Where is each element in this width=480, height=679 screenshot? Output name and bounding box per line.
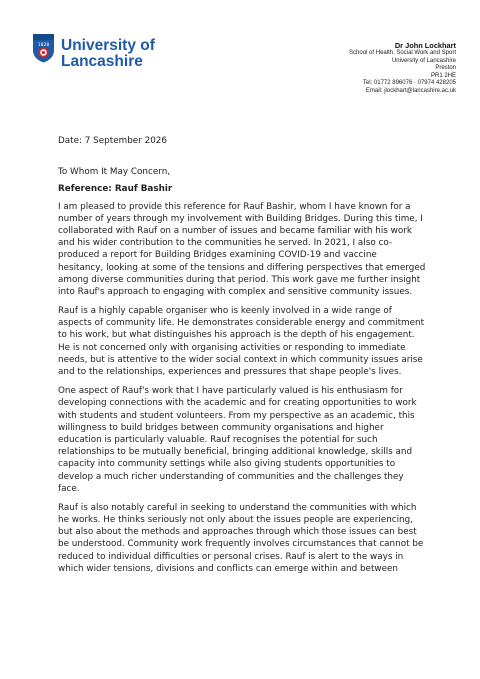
paragraph-line: face.: [58, 483, 80, 494]
paragraph-line: but also about the methods and approaches through which those issues can best: [58, 527, 417, 538]
paragraph-line: be understood. Community work frequently involves circumstances that cannot be: [58, 539, 424, 550]
paragraph-line: willingness to build bridges between community organisations and higher: [58, 422, 384, 433]
paragraph-line: relationships to be mutually beneficial, bringing additional knowledge, skills and: [58, 447, 413, 458]
paragraph-line: I am pleased to provide this reference for Rauf Bashir, whom I have known for a: [58, 201, 411, 212]
letter-date: Date: 7 September 2026: [58, 136, 167, 146]
paragraph-line: hesitancy, looking at some of the tensions and differing perspectives that emerged: [58, 262, 426, 273]
sender-institution: University of Lancashire: [391, 57, 456, 64]
paragraph: [58, 201, 426, 299]
paragraph-line: Rauf is a highly capable organiser who is keenly involved in a wide range of: [58, 306, 392, 317]
sender-name: Dr John Lockhart: [394, 41, 456, 50]
letter-reference: Reference: Rauf Bashir: [58, 184, 173, 195]
shield-icon: [32, 33, 55, 63]
paragraph-line: reduced to individual difficulties or personal crises. Rauf is alert to the ways in: [58, 551, 404, 562]
university-name: [61, 38, 155, 70]
paragraph-line: develop a much richer understanding of communities and the challenges they: [58, 471, 404, 482]
paragraph-line: collaborated with Rauf on a number of issues and became familiar with his work: [58, 225, 412, 236]
rose-icon: [38, 47, 48, 57]
paragraph-line: and to the relationships, experiences and pressures that shape people's lives.: [58, 367, 402, 377]
letter-body: [58, 135, 426, 575]
paragraph-line: into Rauf's approach to engaging with complex and sensitive community issues.: [58, 286, 413, 297]
university-name-line1: University of: [61, 37, 155, 54]
sender-city: Preston: [435, 65, 456, 72]
paragraph: [58, 385, 426, 495]
paragraph-line: aspects of community life. He demonstrates considerable energy and commitment: [58, 318, 425, 329]
paragraph-line: He is not concerned only with organising activities or responding to immediate: [58, 342, 406, 353]
paragraph: [58, 305, 426, 378]
paragraph-line: number of years through my involvement with Building Bridges. During this time, I: [58, 213, 423, 224]
logo-year: 1828: [37, 43, 50, 48]
paragraph: [58, 502, 426, 575]
university-name-line2: Lancashire: [61, 53, 143, 70]
sender-email: Email: jlockhart@lancashire.ac.uk: [365, 87, 456, 94]
letter-salutation: To Whom It May Concern,: [58, 167, 171, 178]
paragraph-line: with students and student volunteers. From my perspective as an academic, this: [58, 410, 415, 421]
sender-phone: Tel: 01772 896076 · 07974 428205: [362, 80, 456, 87]
paragraph-line: to his work, but what distinguishes his approach is the depth of his engagement.: [58, 330, 415, 341]
paragraph-line: education is particularly valuable. Rauf recognises the potential for such: [58, 434, 378, 445]
paragraph-line: among diverse communities during that period. This work gave me further insight: [58, 274, 421, 285]
paragraph-line: he works. He thinks seriously not only about the issues people are experiencing,: [58, 515, 414, 526]
paragraph-line: needs, but is attentive to the wider social context in which community issues arise: [58, 354, 423, 365]
paragraph-line: produced a report for Building Bridges examining COVID-19 and vaccine: [58, 250, 377, 261]
paragraph-line: One aspect of Rauf's work that I have particularly valued is his enthusiasm for: [58, 386, 403, 397]
sender-address-block: [349, 41, 456, 96]
paragraph-line: developing connections with the academic and for creating opportunities to work: [58, 398, 417, 409]
paragraph-line: and his wider contribution to the communities he served. In 2021, I also co-: [58, 238, 393, 249]
university-logo: [32, 33, 162, 79]
sender-postcode: PR1 2HE: [430, 72, 456, 79]
sender-department: School of Health, Social Work and Sport: [349, 50, 456, 56]
paragraph-line: Rauf is also notably careful in seeking to understand the communities with which: [58, 502, 417, 513]
paragraph-line: capacity into community settings while also giving students opportunities to: [58, 459, 396, 470]
paragraph-line: which wider tensions, divisions and conflicts can emerge within and between: [58, 563, 399, 574]
